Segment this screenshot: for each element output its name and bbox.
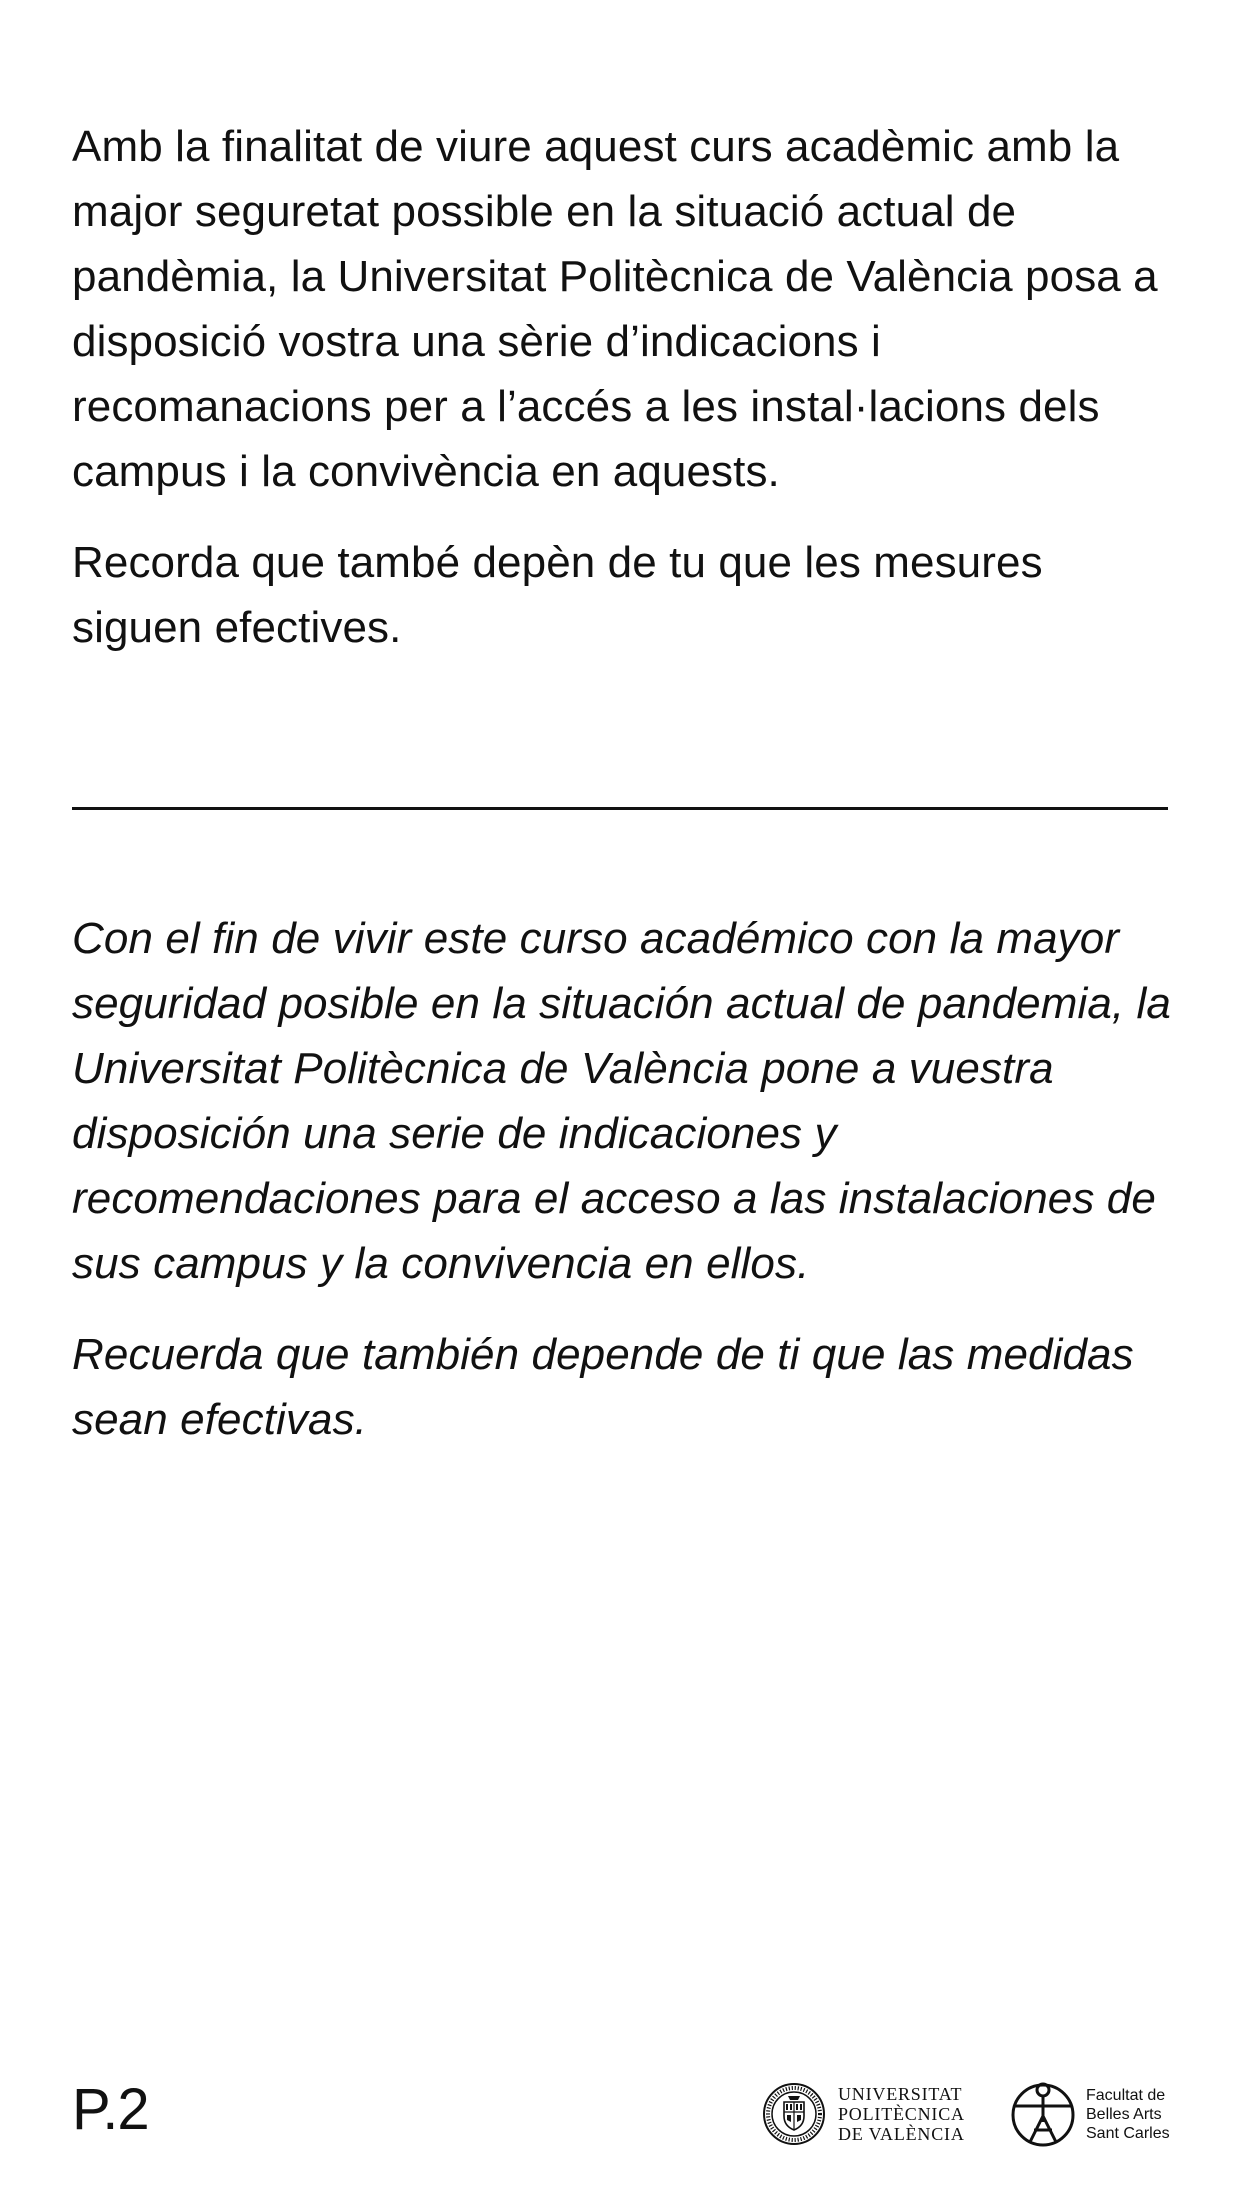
faculty-wordmark-line: Facultat de — [1086, 2087, 1166, 2104]
spanish-reminder-paragraph: Recuerda que también depende de ti que las medidas sean efectivas. — [72, 1330, 1134, 1444]
vitruvian-figure-icon — [1010, 2080, 1076, 2148]
catalan-intro-paragraph: Amb la finalitat de viure aquest curs acadèmic amb la major seguretat possible en la situació actual de pandèmia, la Universitat Politècnica de València posa a disposició vostra una sèrie d’indicacions i recomanacions per a l’accés a les instal·lacions dels campus i la convivència en aquests. — [72, 122, 1158, 496]
faculty-wordmark-line: Sant Carles — [1086, 2125, 1170, 2142]
upv-logo — [760, 2078, 980, 2150]
faculty-logo — [1010, 2078, 1190, 2150]
upv-wordmark-line: POLITÈCNICA — [838, 2104, 965, 2124]
catalan-reminder-paragraph: Recorda que també depèn de tu que les mesures siguen efectives. — [72, 538, 1043, 652]
upv-seal-icon — [762, 2082, 826, 2146]
faculty-wordmark — [1086, 2086, 1170, 2143]
upv-wordmark-line: DE VALÈNCIA — [838, 2124, 965, 2144]
faculty-wordmark-line: Belles Arts — [1086, 2106, 1162, 2123]
section-divider — [72, 807, 1168, 810]
page-number: P.2 — [72, 2077, 149, 2142]
upv-wordmark-line: UNIVERSITAT — [838, 2084, 963, 2104]
upv-wordmark — [838, 2084, 965, 2144]
spanish-section — [72, 906, 1182, 1478]
spanish-intro-paragraph: Con el fin de vivir este curso académico con la mayor seguridad posible en la situación actual de pandemia, la Universitat Politècnica de València pone a vuestra disposición una serie de indicaciones y recomendaciones para el acceso a las instalaciones de sus campus y la convivencia en ellos. — [72, 914, 1172, 1288]
catalan-section — [72, 114, 1182, 686]
